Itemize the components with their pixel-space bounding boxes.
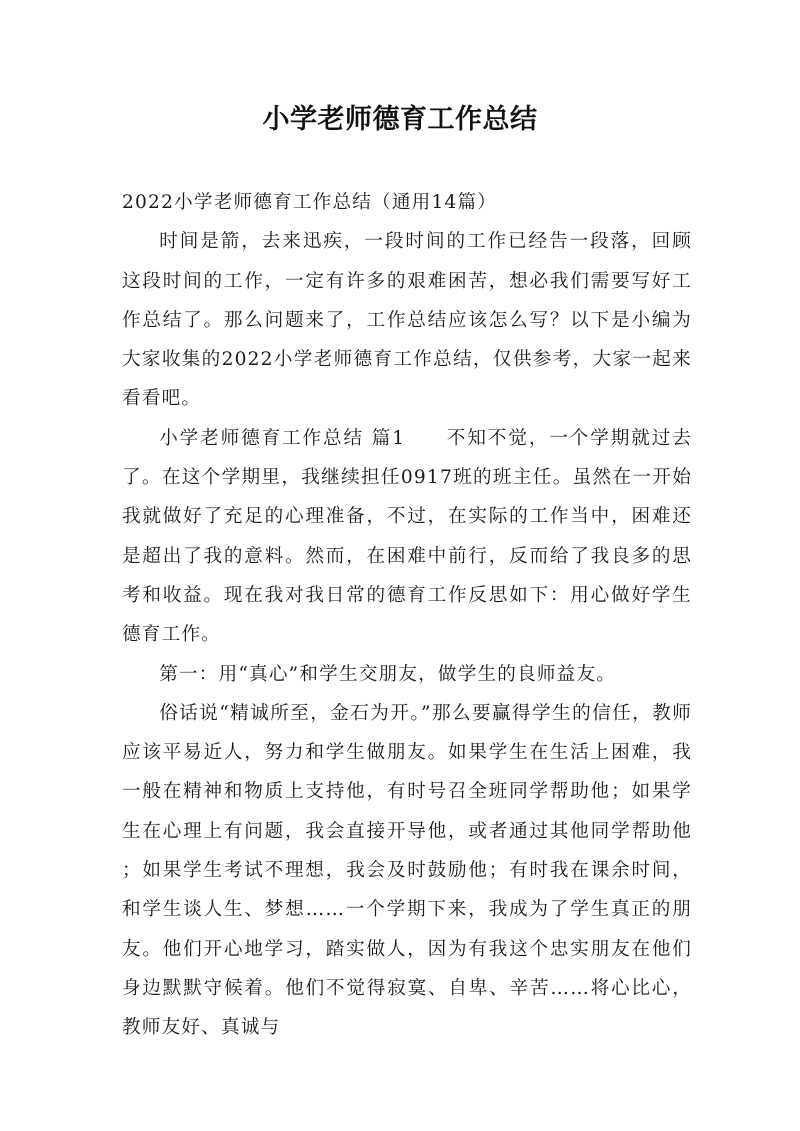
section-heading: 小学老师德育工作总结 篇1: [159, 427, 406, 449]
section-body: 不知不觉，一个学期就过去了。在这个学期里，我继续担任0917班的班主任。虽然在一开始我就做好了充足的心理准备，不过，在实际的工作当中，困难还是超出了我的意料。然而，在困难中前行，反而给了我良多的思考和收益。现在我对我日常的德育工作反思如下：用心做好学生德育工作。: [122, 427, 692, 646]
section-paragraph: [122, 419, 692, 655]
intro-paragraph: 时间是箭，去来迅疾，一段时间的工作已经告一段落，回顾这段时间的工作，一定有许多的艰难困苦，想必我们需要写好工作总结了。那么问题来了，工作总结应该怎么写？以下是小编为大家收集的2022小学老师德育工作总结，仅供参考，大家一起来看看吧。: [122, 231, 692, 410]
document-subtitle: 2022小学老师德育工作总结（通用14篇）: [122, 192, 498, 213]
point-one-heading: 第一：用“真心”和学生交朋友，做学生的良师益友。: [159, 663, 617, 685]
document-title: 小学老师德育工作总结: [262, 104, 538, 135]
document-body: [122, 183, 692, 1048]
point-one-paragraph: 俗话说“精诚所至，金石为开。”那么要赢得学生的信任，教师应该平易近人，努力和学生做朋友。如果学生在生活上困难，我一般在精神和物质上支持他，有时号召全班同学帮助他；如果学生在心理上有问题，我会直接开导他，或者通过其他同学帮助他；如果学生考试不理想，我会及时鼓励他；有时我在课余时间，和学生谈人生、梦想……一个学期下来，我成为了学生真正的朋友。他们开心地学习，踏实做人，因为有我这个忠实朋友在他们身边默默守候着。他们不觉得寂寞、自卑、辛苦……将心比心，教师友好、真诚与: [122, 702, 692, 1039]
